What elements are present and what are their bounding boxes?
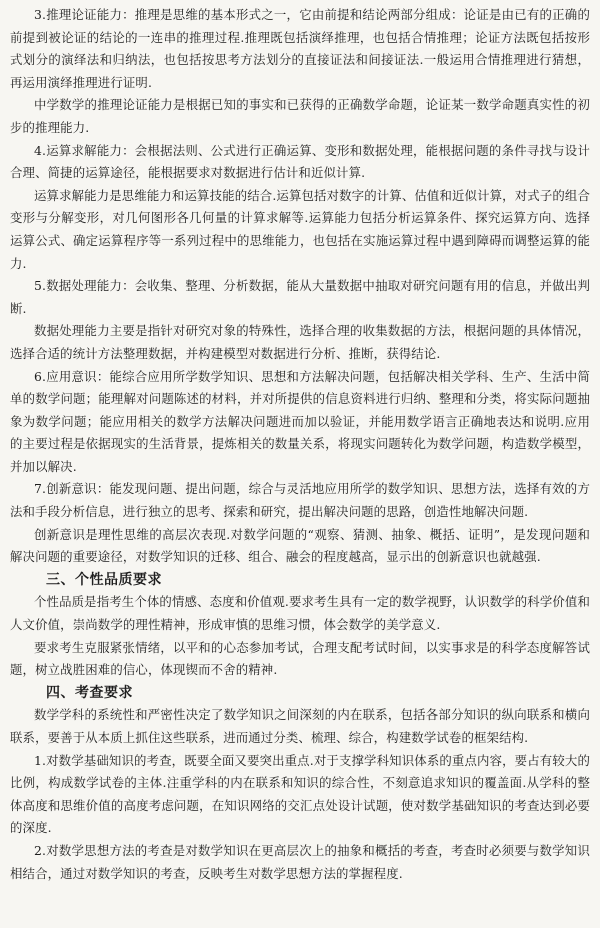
paragraph-assessment-overview: 数学学科的系统性和严密性决定了数学知识之间深刻的内在联系，包括各部分知识的纵向联系和横向联系，要善于从本质上抓住这些联系，进而通过分类、梳理、综合，构建数学试卷的框架结构. bbox=[10, 707, 590, 745]
paragraph-data-processing-explanation: 数据处理能力主要是指针对研究对象的特殊性，选择合理的收集数据的方法，根据问题的具体情况，选择合适的统计方法整理数据，并构建模型对数据进行分析、推断，获得结论. bbox=[10, 323, 590, 361]
paragraph-reasoning-explanation: 中学数学的推理论证能力是根据已知的事实和已获得的正确数学命题，论证某一数学命题真实性的初步的推理能力. bbox=[10, 97, 590, 135]
paragraph-innovation-awareness: 7.创新意识：能发现问题、提出问题，综合与灵活地应用所学的数学知识、思想方法，选择有效的方法和手段分析信息，进行独立的思考、探索和研究，提出解决问题的思路，创造性地解决问题. bbox=[10, 481, 590, 520]
paragraph-personal-qualities: 个性品质是指考生个体的情感、态度和价值观.要求考生具有一定的数学视野，认识数学的科学价值和人文价值，崇尚数学的理性精神，形成审慎的思维习惯，体会数学的美学意义. bbox=[10, 594, 590, 633]
section-heading-personal-qualities: 三、个性品质要求 bbox=[46, 571, 162, 588]
paragraph-thinking-methods-assessment: 2.对数学思想方法的考查是对数学知识在更高层次上的抽象和概括的考查，考查时必须要与数学知识相结合，通过对数学知识的考查，反映考生对数学思想方法的掌握程度. bbox=[10, 842, 590, 881]
paragraph-reasoning-ability: 3.推理论证能力：推理是思维的基本形式之一，它由前提和结论两部分组成：论证是由已有的正确的前提到被论证的结论的一连串的推理过程.推理既包括演绎推理，也包括合情推理；论证方法既包括按形式划分的演绎法和归纳法，也包括按思考方法划分的直接证法和间接证法.一般运用合情推理进行猜想，再运用演绎推理进行证明. bbox=[10, 7, 590, 90]
paragraph-computation-explanation: 运算求解能力是思维能力和运算技能的结合.运算包括对数字的计算、估值和近似计算，对式子的组合变形与分解变形，对几何图形各几何量的计算求解等.运算能力包括分析运算条件、探究运算方向、选择运算公式、确定运算程序等一系列过程中的思维能力，也包括在实施运算过程中遇到障碍而调整运算的能力. bbox=[10, 187, 590, 271]
section-heading-assessment-requirements: 四、考查要求 bbox=[46, 684, 133, 701]
paragraph-computation-ability: 4.运算求解能力：会根据法则、公式进行正确运算、变形和数据处理，能根据问题的条件寻找与设计合理、简捷的运算途径，能根据要求对数据进行估计和近似计算. bbox=[10, 142, 590, 181]
paragraph-innovation-explanation: 创新意识是理性思维的高层次表现.对数学问题的“观察、猜测、抽象、概括、证明”，是发现问题和解决问题的重要途径，对数学知识的迁移、组合、融会的程度越高，显示出的创新意识也就越强. bbox=[10, 526, 590, 565]
paragraph-basic-knowledge-assessment: 1.对数学基础知识的考查，既要全面又要突出重点.对于支撑学科知识体系的重点内容，要占有较大的比例，构成数学试卷的主体.注重学科的内在联系和知识的综合性，不刻意追求知识的覆盖面.从学科的整体高度和思维价值的高度考虑问题，在知识网络的交汇点处设计试题，使对数学基础知识的考查达到必要的深度. bbox=[10, 752, 590, 836]
paragraph-data-processing-ability: 5.数据处理能力：会收集、整理、分析数据，能从大量数据中抽取对研究问题有用的信息，并做出判断. bbox=[10, 278, 590, 316]
paragraph-application-awareness: 6.应用意识：能综合应用所学数学知识、思想和方法解决问题，包括解决相关学科、生产、生活中简单的数学问题；能理解对问题陈述的材料，并对所提供的信息资料进行归纳、整理和分类，将实际问题抽象为数学问题；能应用相关的数学方法解决问题进而加以验证，并能用数学语言正确地表达和说明.应用的主要过程是依据现实的生活背景，提炼相关的数量关系，将现实问题转化为数学问题，构造数学模型，并加以解决. bbox=[10, 368, 590, 474]
paragraph-exam-attitude: 要求考生克服紧张情绪，以平和的心态参加考试，合理支配考试时间，以实事求是的科学态度解答试题，树立战胜困难的信心，体现锲而不舍的精神. bbox=[10, 639, 590, 678]
